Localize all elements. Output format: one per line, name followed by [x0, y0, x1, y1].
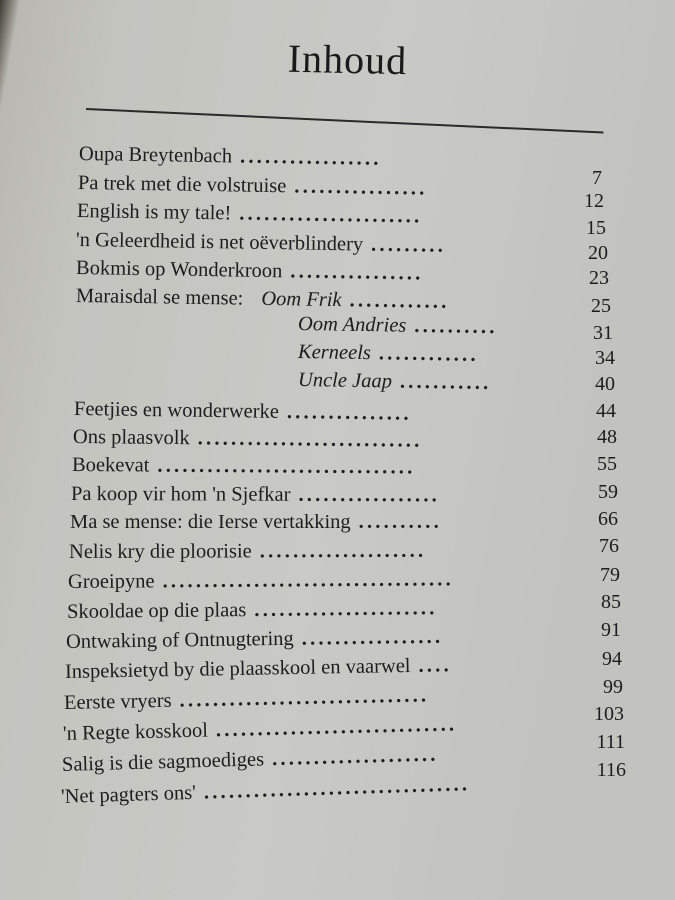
toc-entry-title: Groeipyne — [67, 570, 155, 593]
toc-entry — [66, 624, 444, 655]
toc-entry — [298, 311, 498, 340]
toc-entry-title: Feetjies en wonderwerke — [73, 398, 280, 423]
toc-entry-prefix: Maraisdal se mense: — [75, 285, 244, 310]
toc-page-number: 25 — [591, 295, 611, 317]
toc-page-number: 15 — [586, 217, 606, 239]
toc-entry-title: Nelis kry die ploorisie — [68, 540, 252, 563]
toc-entry-title: Skooldae op die plaas — [66, 599, 247, 623]
toc-leader-dots: .......... — [358, 511, 442, 533]
toc-entry — [79, 141, 382, 172]
toc-leader-dots: ...................... — [239, 202, 423, 228]
toc-page-number: 103 — [594, 703, 624, 725]
toc-page-number: 76 — [599, 535, 619, 557]
toc-entry — [62, 741, 439, 778]
toc-entry-title: Oom Andries — [297, 313, 407, 337]
toc-entry — [69, 538, 426, 565]
toc-entry — [72, 452, 416, 480]
toc-entry-title: Kerneels — [297, 341, 372, 365]
toc-entry-title: Uncle Jaap — [297, 369, 393, 393]
toc-leader-dots: .......... — [414, 314, 498, 339]
toc-page-number: 91 — [601, 619, 621, 641]
toc-leader-dots: ............... — [286, 400, 412, 425]
toc-leader-dots: ........... — [399, 370, 492, 395]
toc-entry — [76, 255, 424, 286]
toc-leader-dots: .................... — [259, 539, 427, 563]
toc-entry-title: Pa trek met die volstruise — [77, 172, 287, 198]
toc-entry — [298, 339, 479, 368]
toc-entry-title: 'n Geleerdheid is net oëverblindery — [75, 229, 364, 256]
toc-entry-title: Inspeksietyd by die plaasskool en vaarwel — [64, 654, 411, 683]
toc-entry-title: Eerste vryers — [63, 689, 172, 714]
toc-page-number: 116 — [596, 759, 626, 781]
toc-page-number: 59 — [598, 481, 618, 503]
toc-entry — [73, 424, 423, 454]
toc-page-number: 79 — [600, 564, 620, 586]
toc-entry — [298, 367, 492, 396]
toc-entry — [74, 396, 412, 427]
toc-entry-title: Oom Frik — [261, 287, 342, 312]
toc-entry — [67, 595, 438, 625]
toc-leader-dots: ............................... — [157, 454, 416, 479]
toc-entry — [61, 771, 471, 810]
toc-page-number: 94 — [602, 648, 622, 670]
toc-entry — [76, 227, 446, 259]
toc-leader-dots: ...................... — [254, 597, 438, 622]
toc-leader-dots: ................................... — [162, 568, 454, 593]
toc-page-number: 20 — [588, 242, 608, 264]
toc-entry — [71, 481, 440, 508]
toc-page-number: 48 — [597, 426, 617, 448]
toc-page-number: 85 — [601, 591, 621, 613]
toc-leader-dots: .... — [418, 654, 453, 677]
toc-leader-dots: ................................ — [203, 773, 471, 804]
page-title: Inhoud — [287, 35, 408, 84]
toc-entry — [78, 170, 428, 201]
toc-entry — [77, 198, 423, 229]
toc-entry — [76, 283, 450, 315]
toc-page-number: 66 — [598, 508, 618, 530]
toc-entry-title: Boekevat — [71, 454, 150, 477]
toc-leader-dots: ................. — [298, 483, 441, 507]
toc-entry — [64, 682, 430, 716]
toc-leader-dots: ......... — [370, 233, 447, 257]
toc-page-number: 40 — [595, 373, 615, 395]
toc-entry-title: 'n Regte kosskool — [62, 719, 209, 745]
toc-page-number: 31 — [593, 322, 613, 344]
toc-leader-dots: .............................. — [179, 684, 430, 712]
toc-leader-dots: .................... — [271, 743, 439, 771]
toc-leader-dots: ................. — [239, 145, 382, 170]
toc-leader-dots: ................. — [301, 625, 444, 650]
toc-entry — [65, 652, 452, 685]
toc-page-number: 99 — [603, 676, 623, 698]
toc-page-number: 23 — [589, 267, 609, 289]
toc-leader-dots: ................ — [290, 260, 424, 285]
toc-page-number: 12 — [584, 190, 604, 212]
toc-entry-title: Bokmis op Wonderkroon — [75, 257, 283, 283]
toc-page-number: 34 — [595, 347, 615, 369]
toc-leader-dots: ............ — [378, 342, 479, 366]
toc-entry-title: Oupa Breytenbach — [78, 143, 233, 168]
toc-entry — [68, 566, 454, 595]
toc-leader-dots: ............ — [349, 289, 450, 313]
toc-page-number: 111 — [596, 731, 625, 753]
toc-entry-title: English is my tale! — [76, 200, 232, 225]
toc-page-number: 7 — [592, 167, 602, 189]
toc-entry-title: 'Net pagters ons' — [60, 781, 197, 808]
toc-entry-title: Pa koop vir hom 'n Sjefkar — [70, 483, 291, 506]
toc-entry-title: Salig is die sagmoediges — [61, 748, 265, 776]
toc-leader-dots: ............................. — [215, 713, 458, 742]
toc-entry — [70, 509, 442, 535]
toc-page-number: 55 — [597, 453, 617, 475]
toc-entry-title: Ontwaking of Ontnugtering — [65, 627, 294, 653]
toc-leader-dots: ........................... — [197, 427, 423, 452]
toc-leader-dots: ................ — [294, 175, 428, 200]
toc-entry-title: Ons plaasvolk — [72, 426, 190, 450]
toc-page-number: 44 — [596, 400, 616, 422]
toc-entry-title: Ma se mense: die Ierse vertakking — [70, 511, 351, 533]
